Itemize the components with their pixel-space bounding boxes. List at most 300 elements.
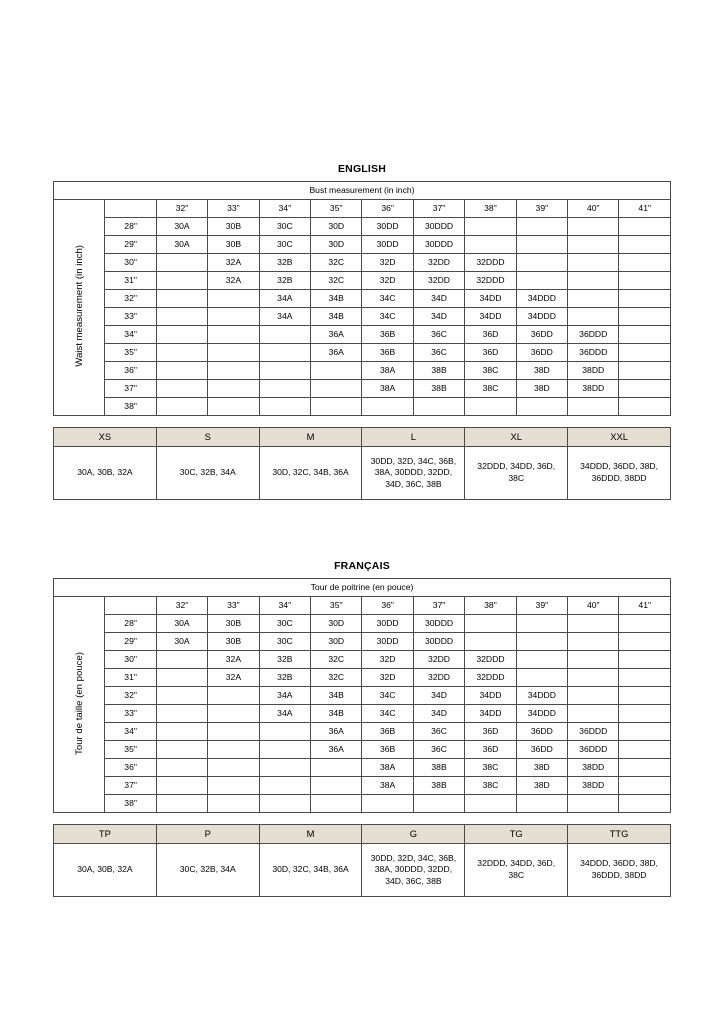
row-header: 37": [105, 380, 156, 398]
size-values: 30A, 30B, 32A: [54, 447, 157, 500]
table-cell: [465, 218, 516, 236]
table-cell: [568, 669, 619, 687]
size-category-table-english: [53, 427, 671, 500]
row-header: 31": [105, 669, 156, 687]
vertical-label-text: Tour de taille (en pouce): [73, 651, 85, 755]
table-cell: [619, 344, 671, 362]
table-cell: 36DD: [516, 344, 567, 362]
table-cell: [516, 651, 567, 669]
table-cell: 36C: [413, 741, 464, 759]
table-cell: 32A: [208, 651, 259, 669]
banner-row: [54, 579, 671, 597]
table-cell: [156, 741, 207, 759]
table-cell: 38DD: [568, 362, 619, 380]
table-cell: [208, 723, 259, 741]
measurement-table-body-english: [54, 182, 671, 416]
table-cell: 34DDD: [516, 687, 567, 705]
row-header: 35": [105, 741, 156, 759]
column-header-row-francais: [54, 597, 671, 615]
table-cell: 32DDD: [465, 651, 516, 669]
table-cell: 32B: [259, 254, 310, 272]
row-header: 35": [105, 344, 156, 362]
size-category-body-francais: [54, 825, 671, 897]
measurement-table-body-francais: [54, 579, 671, 813]
table-cell: 36D: [465, 741, 516, 759]
table-cell: [619, 705, 671, 723]
table-cell: 38D: [516, 362, 567, 380]
banner-row: [54, 182, 671, 200]
table-cell: 30DD: [362, 218, 413, 236]
size-header: M: [259, 825, 362, 844]
row-header: 30": [105, 651, 156, 669]
table-cell: 38A: [362, 777, 413, 795]
table-cell: [156, 326, 207, 344]
table-cell: [259, 741, 310, 759]
column-header: 39": [516, 200, 567, 218]
table-cell: [156, 795, 207, 813]
table-row: [54, 380, 671, 398]
language-title-english: ENGLISH: [337, 163, 387, 175]
table-row: [54, 290, 671, 308]
table-cell: [156, 308, 207, 326]
table-cell: [619, 326, 671, 344]
table-cell: 30DDD: [413, 633, 464, 651]
table-cell: 36DD: [516, 741, 567, 759]
measurement-table-english: [53, 181, 671, 416]
table-row: [54, 272, 671, 290]
table-cell: 38B: [413, 777, 464, 795]
table-cell: 38D: [516, 777, 567, 795]
table-cell: [259, 723, 310, 741]
table-cell: 30C: [259, 236, 310, 254]
table-cell: 34A: [259, 308, 310, 326]
table-cell: [516, 218, 567, 236]
table-cell: 34B: [311, 308, 362, 326]
measurement-table-francais: [53, 578, 671, 813]
column-header: 34": [259, 597, 310, 615]
table-cell: [568, 236, 619, 254]
table-cell: 36A: [311, 326, 362, 344]
size-header-row: [54, 428, 671, 447]
row-header: 32": [105, 687, 156, 705]
row-header: 34": [105, 326, 156, 344]
table-cell: 30DD: [362, 615, 413, 633]
table-cell: 36DD: [516, 326, 567, 344]
table-cell: 34DD: [465, 290, 516, 308]
table-cell: [619, 398, 671, 416]
table-cell: [619, 669, 671, 687]
table-cell: 38A: [362, 362, 413, 380]
row-header: 33": [105, 308, 156, 326]
row-header: 36": [105, 362, 156, 380]
table-cell: [362, 795, 413, 813]
column-header: 36": [362, 200, 413, 218]
size-header: S: [156, 428, 259, 447]
size-header: M: [259, 428, 362, 447]
table-cell: 36D: [465, 326, 516, 344]
table-cell: [208, 326, 259, 344]
table-cell: 34D: [413, 308, 464, 326]
table-cell: 34D: [413, 290, 464, 308]
table-cell: 34DD: [465, 687, 516, 705]
row-header: 32": [105, 290, 156, 308]
column-header: 40": [568, 597, 619, 615]
table-cell: [413, 398, 464, 416]
table-cell: [516, 236, 567, 254]
table-cell: 32DD: [413, 272, 464, 290]
table-cell: 38DD: [568, 777, 619, 795]
table-cell: [156, 290, 207, 308]
language-title-francais: FRANÇAIS: [334, 560, 390, 572]
vertical-label-text: Waist measurement (in inch): [73, 245, 85, 367]
table-cell: [568, 290, 619, 308]
table-cell: 38DD: [568, 759, 619, 777]
table-cell: 32DDD: [465, 272, 516, 290]
column-header: 37": [413, 200, 464, 218]
table-cell: 36A: [311, 344, 362, 362]
table-cell: [619, 380, 671, 398]
section-english: [53, 163, 671, 500]
table-cell: [208, 741, 259, 759]
table-cell: 32C: [311, 254, 362, 272]
table-row: [54, 615, 671, 633]
table-cell: [619, 651, 671, 669]
column-header: 35": [311, 200, 362, 218]
table-cell: [619, 308, 671, 326]
table-cell: 38C: [465, 759, 516, 777]
table-cell: [619, 795, 671, 813]
size-header: P: [156, 825, 259, 844]
table-row: [54, 362, 671, 380]
table-cell: [516, 615, 567, 633]
table-cell: 34A: [259, 687, 310, 705]
column-header: 39": [516, 597, 567, 615]
size-values: 30D, 32C, 34B, 36A: [259, 447, 362, 500]
table-cell: [156, 705, 207, 723]
table-cell: [311, 398, 362, 416]
row-header: 36": [105, 759, 156, 777]
waist-measurement-vertical-label-english: [54, 200, 105, 416]
table-cell: 38B: [413, 362, 464, 380]
table-cell: [259, 380, 310, 398]
table-row: [54, 777, 671, 795]
table-cell: [259, 362, 310, 380]
size-values-row: [54, 844, 671, 897]
table-cell: [311, 380, 362, 398]
table-cell: 32D: [362, 669, 413, 687]
size-header: XL: [465, 428, 568, 447]
table-cell: 32D: [362, 272, 413, 290]
table-cell: 34A: [259, 705, 310, 723]
table-cell: 30B: [208, 218, 259, 236]
table-cell: [259, 344, 310, 362]
table-row: [54, 308, 671, 326]
table-cell: [259, 759, 310, 777]
table-cell: 38A: [362, 759, 413, 777]
table-row: [54, 254, 671, 272]
corner-cell: [105, 200, 156, 218]
table-cell: [465, 615, 516, 633]
row-header: 34": [105, 723, 156, 741]
column-header: 41": [619, 597, 671, 615]
row-header: 28": [105, 218, 156, 236]
table-row: [54, 344, 671, 362]
table-cell: [311, 362, 362, 380]
table-cell: 36B: [362, 344, 413, 362]
table-cell: 34DDD: [516, 308, 567, 326]
table-cell: [619, 236, 671, 254]
table-cell: 30C: [259, 633, 310, 651]
table-cell: [516, 254, 567, 272]
table-cell: [311, 759, 362, 777]
table-cell: [568, 795, 619, 813]
table-cell: [156, 254, 207, 272]
table-row: [54, 218, 671, 236]
table-cell: 30C: [259, 615, 310, 633]
table-row: [54, 741, 671, 759]
size-values-row: [54, 447, 671, 500]
table-cell: [516, 272, 567, 290]
table-cell: 34B: [311, 290, 362, 308]
table-cell: 36D: [465, 344, 516, 362]
table-cell: [156, 272, 207, 290]
table-cell: 36D: [465, 723, 516, 741]
table-cell: 36C: [413, 344, 464, 362]
table-cell: [208, 398, 259, 416]
table-cell: 30D: [311, 633, 362, 651]
table-cell: 36C: [413, 723, 464, 741]
table-cell: [208, 795, 259, 813]
section-francais: [53, 560, 671, 897]
table-cell: [619, 290, 671, 308]
table-cell: 30D: [311, 236, 362, 254]
table-cell: 36C: [413, 326, 464, 344]
bust-measurement-banner-english: Bust measurement (in inch): [54, 182, 671, 200]
table-cell: [619, 272, 671, 290]
table-cell: 36B: [362, 326, 413, 344]
table-cell: [619, 687, 671, 705]
table-cell: 36DDD: [568, 723, 619, 741]
column-header: 34": [259, 200, 310, 218]
table-cell: 32A: [208, 254, 259, 272]
size-header: TTG: [568, 825, 671, 844]
size-values: 30DD, 32D, 34C, 36B, 38A, 30DDD, 32DD, 34D, 36C, 38B: [362, 844, 465, 897]
column-header: 37": [413, 597, 464, 615]
table-cell: 38C: [465, 777, 516, 795]
size-category-table-francais: [53, 824, 671, 897]
table-cell: 38C: [465, 362, 516, 380]
table-cell: [619, 777, 671, 795]
table-cell: [619, 741, 671, 759]
table-row: [54, 687, 671, 705]
size-values: 30DD, 32D, 34C, 36B, 38A, 30DDD, 32DD, 34D, 36C, 38B: [362, 447, 465, 500]
table-cell: [465, 398, 516, 416]
table-cell: [516, 398, 567, 416]
table-cell: [208, 380, 259, 398]
table-cell: [465, 795, 516, 813]
table-row: [54, 669, 671, 687]
table-cell: [619, 615, 671, 633]
table-cell: [208, 759, 259, 777]
size-header: XS: [54, 428, 157, 447]
table-row: [54, 326, 671, 344]
table-cell: [259, 795, 310, 813]
table-cell: [568, 272, 619, 290]
row-header: 38": [105, 795, 156, 813]
table-cell: 36DDD: [568, 344, 619, 362]
table-cell: [259, 326, 310, 344]
table-cell: 32DDD: [465, 669, 516, 687]
table-cell: 34DDD: [516, 705, 567, 723]
table-cell: [465, 633, 516, 651]
column-header: 32": [156, 597, 207, 615]
table-cell: 32C: [311, 272, 362, 290]
table-cell: [568, 687, 619, 705]
corner-cell: [105, 597, 156, 615]
table-row: [54, 795, 671, 813]
row-header: 29": [105, 236, 156, 254]
table-cell: [619, 362, 671, 380]
table-cell: 32D: [362, 651, 413, 669]
table-cell: 30D: [311, 218, 362, 236]
table-cell: [465, 236, 516, 254]
table-cell: [311, 777, 362, 795]
row-header: 33": [105, 705, 156, 723]
size-header: TP: [54, 825, 157, 844]
size-values: 32DDD, 34DD, 36D, 38C: [465, 844, 568, 897]
table-cell: [568, 218, 619, 236]
table-cell: [156, 362, 207, 380]
table-cell: 32DDD: [465, 254, 516, 272]
table-cell: [568, 633, 619, 651]
table-cell: 34D: [413, 705, 464, 723]
waist-measurement-vertical-label-francais: [54, 597, 105, 813]
table-cell: [362, 398, 413, 416]
size-header: G: [362, 825, 465, 844]
row-header: 28": [105, 615, 156, 633]
table-cell: [156, 723, 207, 741]
table-cell: 34C: [362, 705, 413, 723]
table-cell: 32B: [259, 669, 310, 687]
size-header: XXL: [568, 428, 671, 447]
column-header-row-english: [54, 200, 671, 218]
table-cell: 34C: [362, 687, 413, 705]
table-cell: 32C: [311, 669, 362, 687]
table-cell: [156, 398, 207, 416]
table-cell: 32A: [208, 272, 259, 290]
table-row: [54, 705, 671, 723]
table-cell: [156, 651, 207, 669]
table-row: [54, 398, 671, 416]
table-cell: [156, 380, 207, 398]
table-cell: [259, 398, 310, 416]
table-cell: 30B: [208, 633, 259, 651]
table-cell: [208, 777, 259, 795]
table-cell: 30A: [156, 633, 207, 651]
size-values: 30C, 32B, 34A: [156, 447, 259, 500]
column-header: 33": [208, 597, 259, 615]
row-header: 38": [105, 398, 156, 416]
table-cell: 32C: [311, 651, 362, 669]
table-cell: 32DD: [413, 254, 464, 272]
table-cell: [208, 705, 259, 723]
size-header: TG: [465, 825, 568, 844]
size-category-body-english: [54, 428, 671, 500]
table-cell: 32DD: [413, 651, 464, 669]
table-cell: 30DD: [362, 236, 413, 254]
table-cell: [568, 308, 619, 326]
column-header: 38": [465, 597, 516, 615]
column-header: 40": [568, 200, 619, 218]
table-cell: 32DD: [413, 669, 464, 687]
table-row: [54, 723, 671, 741]
table-cell: 32B: [259, 651, 310, 669]
table-cell: 36A: [311, 741, 362, 759]
table-cell: [208, 687, 259, 705]
table-cell: 30DDD: [413, 236, 464, 254]
row-header: 29": [105, 633, 156, 651]
size-values: 34DDD, 36DD, 38D, 36DDD, 38DD: [568, 447, 671, 500]
size-values: 30C, 32B, 34A: [156, 844, 259, 897]
table-cell: 38D: [516, 380, 567, 398]
table-cell: [156, 759, 207, 777]
row-header: 31": [105, 272, 156, 290]
table-cell: 30A: [156, 615, 207, 633]
table-cell: 38B: [413, 380, 464, 398]
table-cell: [413, 795, 464, 813]
table-cell: [156, 687, 207, 705]
table-row: [54, 651, 671, 669]
table-cell: 32B: [259, 272, 310, 290]
table-cell: 30C: [259, 218, 310, 236]
table-cell: 30B: [208, 615, 259, 633]
size-header-row: [54, 825, 671, 844]
table-cell: 34B: [311, 687, 362, 705]
table-cell: [208, 290, 259, 308]
bust-measurement-banner-francais: Tour de poitrine (en pouce): [54, 579, 671, 597]
table-cell: 32D: [362, 254, 413, 272]
column-header: 32": [156, 200, 207, 218]
table-cell: [156, 344, 207, 362]
table-cell: [208, 362, 259, 380]
table-cell: [208, 308, 259, 326]
table-cell: [619, 723, 671, 741]
table-cell: [619, 759, 671, 777]
table-cell: 36A: [311, 723, 362, 741]
size-values: 34DDD, 36DD, 38D, 36DDD, 38DD: [568, 844, 671, 897]
table-cell: 36DDD: [568, 741, 619, 759]
table-cell: 38B: [413, 759, 464, 777]
table-cell: 32A: [208, 669, 259, 687]
column-header: 38": [465, 200, 516, 218]
table-cell: 30B: [208, 236, 259, 254]
column-header: 36": [362, 597, 413, 615]
table-cell: [568, 705, 619, 723]
table-cell: 34D: [413, 687, 464, 705]
table-cell: [156, 669, 207, 687]
table-cell: [156, 777, 207, 795]
table-cell: 30DDD: [413, 615, 464, 633]
table-cell: 36DD: [516, 723, 567, 741]
row-header: 37": [105, 777, 156, 795]
table-cell: 36B: [362, 741, 413, 759]
table-cell: 38D: [516, 759, 567, 777]
table-cell: [619, 633, 671, 651]
column-header: 41": [619, 200, 671, 218]
table-cell: 34B: [311, 705, 362, 723]
table-cell: 34C: [362, 290, 413, 308]
table-cell: [516, 633, 567, 651]
